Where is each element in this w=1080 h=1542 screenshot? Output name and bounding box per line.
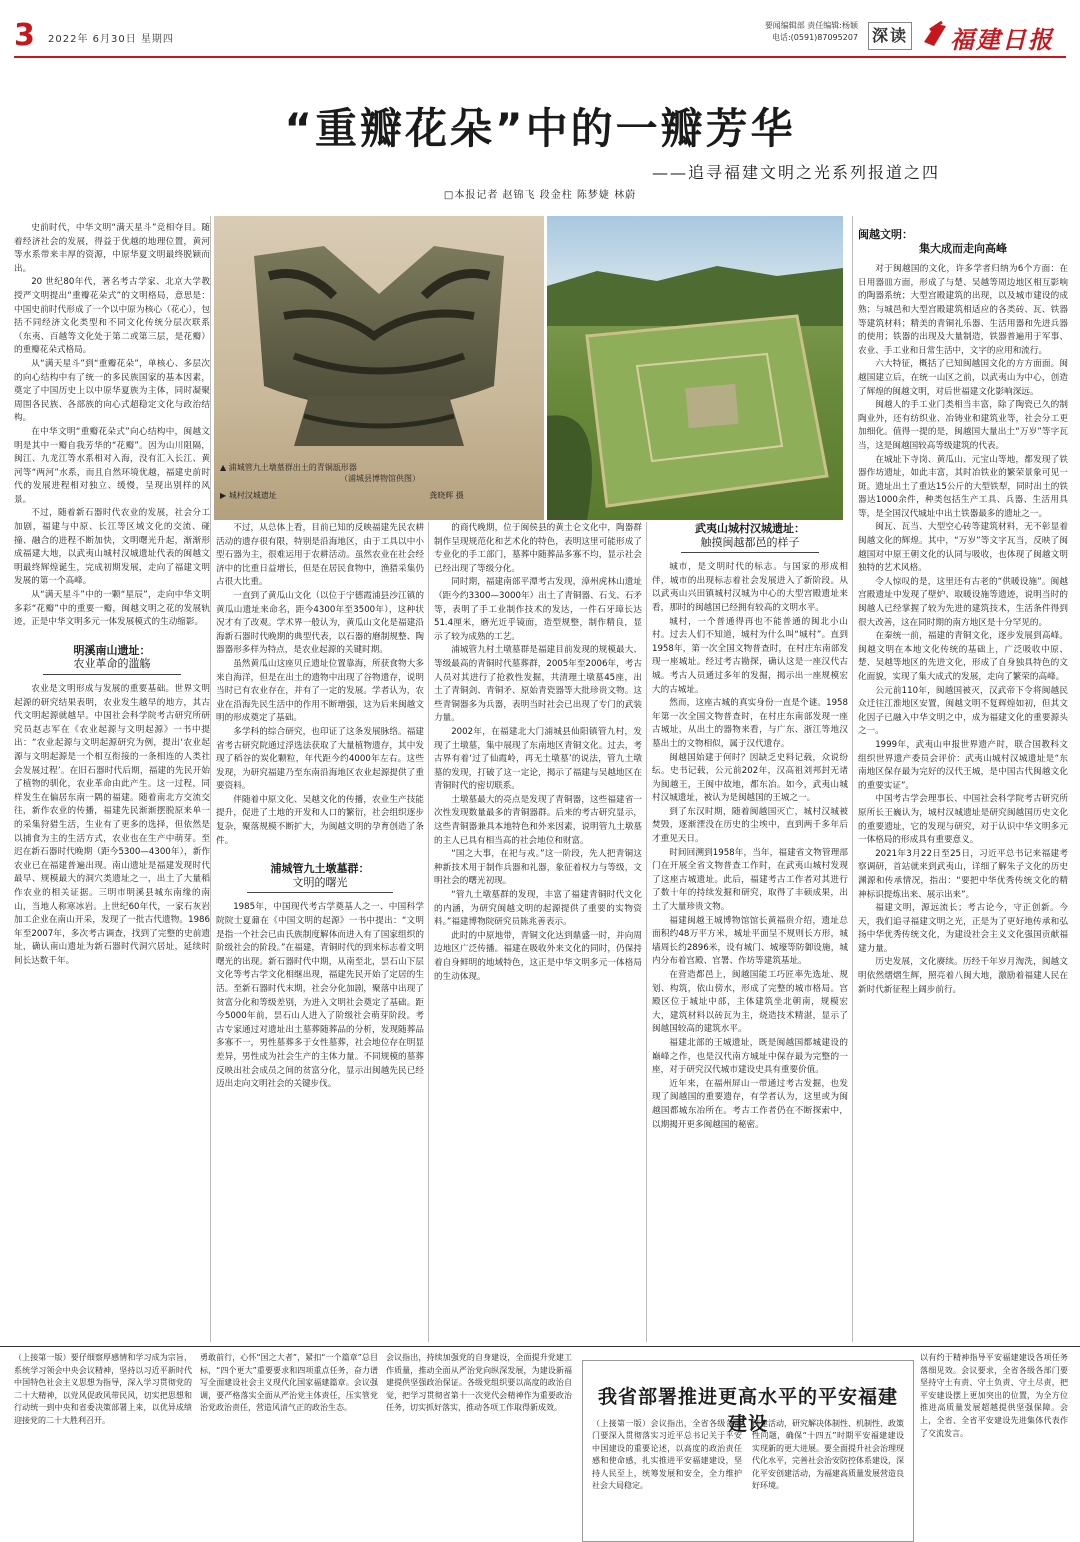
section-heading-subtitle: 触摸闽越都邑的样子 (700, 535, 800, 549)
logo-mark-icon (922, 20, 948, 48)
phone-line: 电话:(0591)87095207 (771, 33, 858, 42)
paragraph: 城村，一个普通得再也不能普通的闽北小山村。过去人们不知道，城村为什么叫“城村”。直到1958年，第一次全国文物普查时，在村庄东南部发现一座城址。经过考古勘探，确认这是一座汉代古城。考古人员通过多年的发掘，揭示出一座规模宏大的古城址。 (652, 616, 848, 695)
paragraph: 同时期，福建南部平潭考古发现，漳州虎林山遗址（距今约3300—3000年）出土了青铜器、石戈、石矛等，表明了手工业制作技术的发达，一件石牙璋长达51.4厘米，磨光近乎镜面，造型规整，制作精良，显示了较为成熟的工艺。 (434, 577, 642, 642)
editor-line: 要闻编辑部 责任编辑:杨颖 (764, 21, 858, 30)
heading-rule (681, 552, 818, 553)
bottom-section-rule (0, 1346, 1080, 1347)
photo-caption-1 (220, 462, 540, 484)
paragraph: 对于闽越国的文化，许多学者归纳为6个方面：在日用器皿方面，形成了与楚、吴越等周边地区相互影响的陶器系统；大型宫殿建筑的出现，以及城市建设的成熟；与城邑和大型宫殿建筑相适应的各类砖、瓦、铁器等建筑材料；精美的青铜礼乐器、生活用器和先进兵器的使用；铁器的出现及大量制造，铁器普遍用于军事、农业、手工业和日常生活中，文字的应用和流行。 (858, 264, 1068, 356)
section-heading-subtitle: 农业革命的滥觞 (73, 657, 151, 671)
paragraph: 此时的中原地带，青铜文化达到鼎盛一时，并向周边地区广泛传播。福建在吸收外来文化的同时，仍保持着自身鲜明的地域特色，这正是中华文明多元一体格局的生动体现。 (434, 930, 642, 982)
paragraph: 在营造都邑上，闽越国能工巧匠率先选址、规划、构筑，依山傍水，形成了完整的城市格局。宫殿区位于城址中部，主体建筑坐北朝南，规模宏大，建筑材料以砖瓦为主，烧造技术精湛，显示了闽越国较高的建筑水平。 (652, 970, 848, 1035)
paragraph: 福建闽越王城博物馆馆长黄福贵介绍，遗址总面积约48万平方米，城址平面呈不规则长方形，城墙周长约2896米，设有城门、城壕等防御设施，城内分布着宫殿、官署、作坊等建筑基址。 (652, 915, 848, 967)
paragraph: 中国考古学会理事长、中国社会科学院考古研究所原所长王巍认为，城村汉城遗址是研究闽越国历史文化的重要遗址，它的发现与研究，对于认识中华文明多元一体格局的形成具有重要意义。 (858, 794, 1068, 846)
paragraph: 近年来，在福州屏山一带通过考古发掘，也发现了闽越国的重要遗存，有学者认为，这里或为闽越国都城东冶所在。考古工作者仍在不断探索中，以期揭开更多闽越国的秘密。 (652, 1078, 848, 1130)
paragraph: 历史发展，文化赓续。历经千年岁月淘洗，闽越文明依然熠熠生辉，照亮着八闽大地，激励着福建人民在新时代新征程上阔步前行。 (858, 957, 1068, 995)
section-heading-title: 明溪南山遗址： (73, 643, 151, 657)
caption-credit: 龚晓辉 摄 (429, 491, 464, 500)
paragraph: 1985年，中国现代考古学奠基人之一、中国科学院院士夏鼐在《中国文明的起源》一书中提出：“文明是指一个社会已由氏族制度解体而进入有了国家组织的阶级社会的阶段。”在福建，青铜时代的到来标志着文明曙光的出现。新石器时代中期，从南至北，昙石山下层文化等考古学文化相继出现，福建先民开始了定居的生活。至新石器时代末期，社会分化加剧，聚落中出现了贫富分化和等级差别，为进入文明社会奠定了基础。距今5000年前，昙石山人进入了阶级社会萌芽阶段。考古专家通过对遗址出土墓葬随葬品的分析，发现随葬品多寡不一，男性墓葬多于女性墓葬，社会地位存在明显差异，男性成为社会生产的主体力量。不同规模的墓葬反映出社会成员之间的贫富分化，显示出闽越先民已经迈出走向文明社会的关键步伐。 (216, 902, 424, 1090)
paragraph: 不过，从总体上看，目前已知的反映福建先民农耕活动的遗存很有限，特别是沿海地区，由于工具以中小型石器为主，很难运用于农耕活动。虽然农业在社会经济中的比重日益增长，但是在居民食物中，渔猎采集仍占很大比重。 (216, 523, 424, 588)
bottom-left-column-3 (386, 1352, 572, 1538)
article-column-3 (434, 522, 642, 1342)
column-divider (646, 522, 647, 1342)
bottom-left-column-2 (200, 1352, 378, 1538)
photo-caption-2 (220, 490, 540, 501)
paragraph: 闽瓦、瓦当、大型空心砖等建筑材料，无不彰显着闽越文化的辉煌。其中，“万岁”等文字瓦当，反映了闽越国对中原王朝文化的认同与吸收，也体现了闽越文明独特的艺术风格。 (858, 522, 1068, 574)
paragraph: 虽然黄瓜山这座贝丘遗址位置靠海，所获食物大多来自海洋，但是在出土的遗物中出现了谷物遗存，说明当时已有农业存在，并有了一定的发展。学者认为，农业在沿海先民生活中的作用不断增强，这为后来闽越文明的形成奠定了基础。 (216, 658, 424, 724)
article-column-2 (216, 522, 424, 1342)
paragraph: 2002年，在福建北大门浦城县仙阳镇管九村，发现了土墩墓，集中展现了东南地区青铜文化。过去，考古界有着‘过了仙霞岭，再无土墩墓’的说法，管九土墩墓的发现，打破了这一定论，揭示了福建与吴越地区在青铜时代的密切联系。 (434, 726, 642, 792)
section-heading-1 (14, 644, 210, 675)
paragraph: “国之大事，在祀与戎。”这一阶段，先人把青铜这种新技术用于制作兵器和礼器，象征着权力与等级，文明社会的曙光初现。 (434, 849, 642, 887)
paragraph: 农业是文明形成与发展的重要基础。世界文明起源的研究结果表明，农业发生越早的地方，其古代文明起源就越早。中国社会科学院考古研究所研究员赵志军在《农业起源与文明起源》一书中提出：“农业起源与文明起源研究为例，提出‘农业起源与文明起源是一个相互衔接的一条相连的人类社会发展过程’。在旧石器时代后期，福建的先民开始了植物的驯化，农业革命由此产生。这一过程，同样发生在偏居东南一隅的福建。随着南北方交流交往，新作农业的传播，福建先民渐渐摆脱原来单一的采集狩猎生活，生业有了更多的选择，但依然是以捕食为主的生活方式，农业也在生产中萌芽。至迟在新石器时代晚期（距今5300—4300年），新作农业已在福建普遍出现。南山遗址是福建发现时代最早、规模最大的洞穴类遗址之一，出土了大量稻作农业的相关证据。三明市明溪县城东南缘的南山，当地人称寒冰岩。上世纪60年代，一家石灰岩加工企业在南山开采，发现了一批古代遗物。1986年至2007年，多次考古调查，找到了完整的史前遗址，确认南山遗址为新石器时代洞穴居址，延续时间长达数千年。 (14, 684, 210, 966)
article-title: “重瓣花朵”中的一瓣芳华 (284, 104, 796, 153)
paragraph: 时间回溯到1958年，当年，福建省文物管理部门在开展全省文物普查工作时，在武夷山城村发现了这座古城遗址。此后，福建考古工作者对其进行了数十年的持续发掘和研究，取得了丰硕成果，出土了大量珍贵文物。 (652, 847, 848, 913)
section-heading-2 (216, 862, 424, 893)
related-news-title: 我省部署推进更高水平的平安福建建设 (597, 1386, 898, 1435)
column-divider (428, 522, 429, 1342)
paragraph: 然而，这座古城的真实身份一直是个谜。1958年第一次全国文物普查时，在村庄东南部发现一座古城址，从出土的器物来看，与广东、浙江等地汉墓出土的文物相似，属于汉代遗存。 (652, 698, 848, 749)
section-heading-subtitle: 集大成而走向高峰 (919, 241, 1007, 255)
page-number: 3 (14, 18, 35, 53)
paragraph: （上接第一版）要仔细察厚感情和学习成为宗旨，系统学习领会中央会议精神，坚持以习近平新时代中国特色社会主义思想为指导，深入学习贯彻党的二十大精神，以党风促政风带民风，切实把思想和行动统一到中央和省委决策部署上来，以优异成绩迎接党的二十大胜利召开。 (14, 1353, 192, 1425)
paragraph: 浦城管九村土墩墓群是福建目前发现的规模最大、等级最高的青铜时代墓葬群，2005年至2006年，考古人员对其进行了抢救性发掘，共清理土墩墓45座，出土了青铜剑、青铜矛、原始青瓷器等大批珍贵文物。这些青铜器多为兵器，表明当时社会已出现了专门的武装力量。 (434, 645, 642, 724)
section-label: 深读 (868, 22, 912, 50)
aerial-site-photo (547, 216, 843, 520)
paragraph: 到了东汉时期，随着闽越国灭亡，城村汉城被焚毁，逐渐湮没在历史的尘埃中，直到两千多年后才重见天日。 (652, 806, 848, 845)
paragraph: （上接第一版）会议指出，全省各级各部门要深入贯彻落实习近平总书记关于平安中国建设的重要论述，以高度的政治责任感和使命感，扎实推进平安福建建设，坚持人民至上，统筹发展和安全，全力维护社会大局稳定。 (592, 1419, 742, 1491)
newspaper-logo (922, 18, 1072, 52)
section-heading-subtitle: 文明的曙光 (292, 875, 348, 889)
section-heading-3 (652, 522, 848, 553)
paragraph: 20 世纪80年代，著名考古学家、北京大学教授严文明提出“重瓣花朵式”的文明格局，意思是：中国史前时代形成了一个以中原为核心（花心），包括不同经济文化类型和不同文化传统分层次联系（东夷、百越等文化处于第二或第三层，是花瓣）的重瓣花朵式格局。 (14, 277, 210, 356)
bottom-left-column-1 (14, 1352, 192, 1538)
section-heading-title: 武夷山城村汉城遗址： (695, 522, 805, 535)
paragraph: 史前时代，中华文明“满天星斗”竞相夺目。随着经济社会的发展，得益于优越的地理位置，黄河等水系带来丰厚的资源，中原华夏文明最终脱颖而出。 (14, 223, 210, 274)
bottom-right-column (920, 1352, 1068, 1538)
column-divider (210, 216, 211, 1342)
paragraph: 福建文明，源远流长；考古论今，守正创新。今天，我们追寻福建文明之光，正是为了更好地传承和弘扬中华优秀传统文化，为建设社会主义文化强国贡献福建力量。 (858, 903, 1068, 954)
paragraph: 勇敢前行，心怀“国之大者”，紧扣“一个篇章”总目标，“四个更大”重要要求和四项重点任务，奋力谱写全面建设社会主义现代化国家福建篇章。会议强调，要严格落实全面从严治党主体责任，压实管党治党政治责任，营造风清气正的政治生态。 (200, 1353, 378, 1413)
paragraph: 在城址下寺岗、黄瓜山、元宝山等地，都发现了铁器作坊遗址，如此丰富，其时冶铁业的繁荣景象可见一斑。遗址出土了重达15公斤的大型铁犁，同时出土的铁器达1000余件，种类包括生产工具、兵器、生活用具等，是全国汉代城址中出土铁器最多的遗址之一。 (858, 454, 1068, 519)
article-column-4 (652, 522, 848, 1342)
column-divider (852, 216, 853, 1342)
heading-rule (43, 674, 180, 675)
paragraph: 从“满天星斗”到“重瓣花朵”，单核心、多层次的向心结构中有了统一的多民族国家的基本因素，奠定了中国历史上以中原华夏族为主体，同时凝聚周围各民族、各部族的向心式超稳定文化与政治结构。 (14, 358, 210, 424)
paragraph: 2021年3月22日至25日，习近平总书记来福建考察调研，首站就来到武夷山，详细了解朱子文化的历史渊源和传承情况，指出：“要把中华优秀传统文化的精神标识提炼出来、展示出来”。 (858, 848, 1068, 900)
caption-text: ▲ 浦城管九土墩墓群出土的青铜瓿形器 (220, 463, 357, 472)
section-heading-4 (858, 228, 1068, 255)
paragraph: 土墩墓最大的亮点是发现了青铜器，这些福建省一次性发现数量最多的青铜器群。后来的考古研究显示，这些青铜器兼具本地特色和外来因素，说明管九土墩墓的主人已具有相当高的社会地位和财富。 (434, 794, 642, 846)
paragraph: 六大特征，概括了已知闽越国文化的方方面面。闽越国建立后，在统一山区之前，以武夷山为中心，创造了辉煌的闽越文明，对后世福建文化影响深远。 (858, 359, 1068, 397)
paragraph: 会议指出，持续加强党的自身建设，全面提升党建工作质量，推动全面从严治党向纵深发展，为建设新福建提供坚强政治保证。各级党组织要以高度的政治自觉，把学习贯彻省第十一次党代会精神作为重要政治任务，切实抓好落实，推动各项工作取得新成效。 (386, 1353, 572, 1413)
logo-text: 福建日报 (950, 25, 1054, 54)
article-byline: □本报记者 赵锦飞 段金柱 陈梦婕 林蔚 (443, 190, 637, 201)
paragraph: 伴随着中原文化、吴越文化的传播，农业生产技能提升，促进了土地的开发和人口的繁衍，社会组织逐步复杂，聚落规模不断扩大，为闽越文明的孕育创造了条件。 (216, 794, 424, 846)
paragraph: 创建活动，研究解决体制性、机制性、政策性问题，确保“十四五”时期平安福建建设实现新的更大进展。要全面提升社会治理现代化水平，完善社会治安防控体系建设，深化平安创建活动，为福建高质量发展营造良好环境。 (752, 1419, 904, 1491)
heading-rule (247, 892, 393, 893)
related-news-column-1 (592, 1418, 742, 1536)
paragraph: 1999年，武夷山申报世界遗产时，联合国教科文组织世界遗产委员会评价：武夷山城村汉城遗址是“东南地区保存最为完好的汉代王城，是中国古代闽越文化的重要实证”。 (858, 739, 1068, 791)
caption-credit: （浦城县博物馆供图） (340, 474, 420, 483)
paragraph: 闽越人的手工业门类相当丰富，除了陶瓷已久的制陶业外，还有纺织业、冶铸业和建筑业等，社会分工更加细化。值得一提的是，闽越国大量出土“万岁”等字瓦当，这是闽越国较高等级建筑的代表。 (858, 400, 1068, 451)
paragraph: 在中华文明“重瓣花朵式”向心结构中，闽越文明是其中一瓣自我芳华的“花瓣”。因为山川阻隔，闽江、九龙江等水系相对入海，没有汇入长江、黄河等“两河”水系，而且自然环境优越，福建史前时代的发展进程相对独立、缓慢，呈现出别样的风景。 (14, 426, 210, 505)
paragraph: 令人惊叹的是，这里还有古老的“供暖设施”。闽越宫殿遗址中发现了壁炉、取暖设施等遗迹，说明当时的闽越人已经掌握了较为先进的建筑技术，生活条件得到很大改善，这在同时期的南方地区是十分罕见的。 (858, 576, 1068, 628)
section-heading-title: 浦城管九土墩墓群： (270, 862, 370, 876)
article-column-1 (14, 222, 210, 1342)
paragraph: 福建北部的王城遗址，既是闽越国都城建设的巅峰之作，也是汉代南方城址中保存最为完整的一座，对于研究汉代城市建设史具有重要价值。 (652, 1037, 848, 1076)
paragraph: 闽越国始建于何时？因缺乏史料记载，众说纷纭。史书记载，公元前202年，汉高祖刘邦封无诸为闽越王，王闽中故地，都东冶。如今，武夷山城村汉城遗址，被认为是闽越国的王城之一。 (652, 752, 848, 804)
header-rule (14, 56, 1066, 58)
paragraph: “管九土墩墓群的发现，丰富了福建青铜时代文化的内涵，为研究闽越文明的起源提供了重要的实物资料。”福建博物院研究员陈兆善表示。 (434, 890, 642, 928)
paragraph: 的商代晚期，位于闽侯县的黄土仑文化中，陶器群制作呈现规范化和艺术化的特色，表明这里可能形成了专业化的手工部门，墓葬中随葬品多寡不均，显示社会已经出现了等级分化。 (434, 523, 642, 574)
paragraph: 以有约于精神指导平安福建建设各项任务落细见效。会议要求，全省各级各部门要坚持守土有责、守土负责、守土尽责，把平安建设摆上更加突出的位置，为全方位推进高质量发展超越提供坚强保障。会上，全省、全省平安建设先进集体代表作了交流发言。 (920, 1353, 1068, 1438)
article-column-5 (858, 228, 1068, 1342)
editor-info (712, 20, 858, 44)
paragraph: 一直到了黄瓜山文化（以位于宁德霞浦县沙江镇的黄瓜山遗址来命名，距今4300年至3500年），这种状况才有了改观。学术界一般认为，黄瓜山文化是福建沿海新石器时代晚期的典型代表，以石器的磨制规整、陶器器形多样为特点，是农业起源的关键时期。 (216, 590, 424, 656)
aerial-landscape-icon (547, 216, 843, 520)
caption-text: ▶ 城村汉城遗址 (220, 491, 277, 500)
article-subtitle: ——追寻福建文明之光系列报道之四 (651, 163, 940, 182)
section-heading-title: 闽越文明： (858, 228, 913, 241)
paragraph: 城市，是文明时代的标志。与国家的形成相伴，城市的出现标志着社会发展进入了新阶段。从以武夷山兴田镇城村汉城为中心的大型宫殿遗址来看，那时的闽越国已经拥有较高的文明水平。 (652, 562, 848, 613)
related-news-column-2 (752, 1418, 904, 1536)
paragraph: 公元前110年，闽越国被灭，汉武帝下令将闽越民众迁往江淮地区安置，闽越文明不复辉煌如初，但其文化因子已融入中华文明之中，成为福建文化的重要源头之一。 (858, 685, 1068, 737)
paragraph: 多学科的综合研究，也印证了这条发展脉络。福建省考古研究院通过浮选法获取了大量植物遗存，其中发现了稻谷的炭化颗粒，年代距今约4000年左右。这些发现，为研究福建乃至东南沿海地区农业起源提供了重要资料。 (216, 726, 424, 792)
paragraph: 不过，随着新石器时代农业的发展，社会分工加剧，福建与中原、长江等区域文化的交流、碰撞、融合的进程不断加快，文明曙光升起，渐渐形成福建大地，以武夷山城村汉城遗址代表的闽越文明最终辉煌诞生，完成初期发展，走向了福建文明发展的第一个高峰。 (14, 508, 210, 587)
paragraph: 在秦统一前，福建的青铜文化，逐步发展到高峰。闽越文明在本地文化传统的基础上，广泛吸收中原、楚、吴越等地区的先进文化，形成了自身独具特色的文化面貌，实现了集大成式的发展，走向了繁荣的高峰。 (858, 631, 1068, 682)
paragraph: 从“满天星斗”中的一颗“星辰”，走向中华文明多彩“花瓣”中的重要一瓣，闽越文明之花的发展轨迹，正是中华文明多元一体发展模式的生动缩影。 (14, 590, 210, 628)
issue-date: 2022年 6月30日 星期四 (48, 34, 174, 45)
